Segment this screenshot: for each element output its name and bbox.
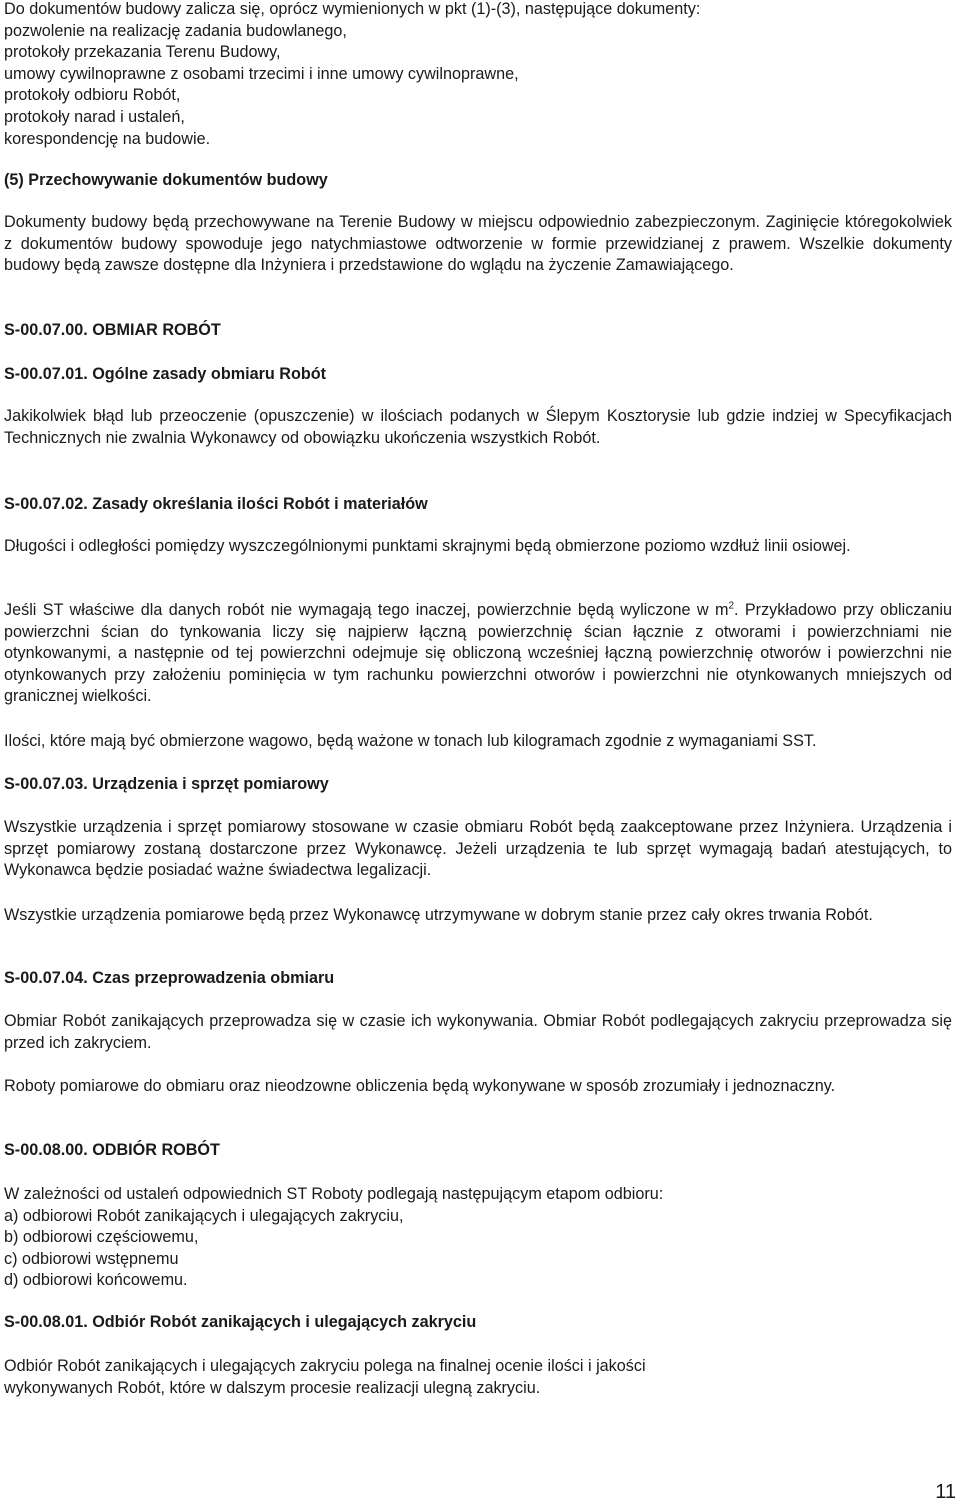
odbior-list xyxy=(4,1184,952,1292)
paragraph: Jakikolwiek błąd lub przeoczenie (opuszczenie) w ilościach podanych w Ślepym Kosztorysie lub gdzie indziej w Specyfikacjach Technicznych nie zwalnia Wykonawcy od obowiązku ukończenia wszystkich Robót. xyxy=(4,407,952,447)
page-number: 11 xyxy=(935,1481,956,1503)
intro-line: umowy cywilnoprawne z osobami trzecimi i inne umowy cywilnoprawne, xyxy=(4,64,519,83)
intro-block xyxy=(4,0,952,150)
paragraph: Wszystkie urządzenia pomiarowe będą przez Wykonawcę utrzymywane w dobrym stanie przez cały okres trwania Robót. xyxy=(4,906,873,924)
paragraph: Dokumenty budowy będą przechowywane na Terenie Budowy w miejscu odpowiednio zabezpieczonym. Zaginięcie któregokolwiek z dokumentów budowy spowoduje jego natychmiastowe odtworzenie w formie przewidzianej z prawem. Wszelkie dokumenty budowy będą zawsze dostępne dla Inżyniera i przedstawione do wglądu na życzenie Zamawiającego. xyxy=(4,213,952,275)
section-heading: S-00.08.00. ODBIÓR ROBÓT xyxy=(4,1141,220,1159)
list-intro: W zależności od ustaleń odpowiednich ST Roboty podlegają następującym etapom odbioru: xyxy=(4,1185,664,1203)
list-item: a) odbiorowi Robót zanikających i ulegających zakryciu, xyxy=(4,1206,404,1225)
section-heading: S-00.07.04. Czas przeprowadzenia obmiaru xyxy=(4,969,335,987)
section-heading: S-00.08.01. Odbiór Robót zanikających i ulegających zakryciu xyxy=(4,1313,477,1331)
text-run: . Przykładowo przy obliczaniu powierzchni ścian do tynkowania liczy się najpierw łączną powierzchnię ścian łącznie z otworami i powierzchniami nie otynkowanymi, a następnie od tej powierzchni odejmuje się obliczoną wcześniej łączną powierzchnię otworów i powierzchni nie otynkowanych przy założeniu pominięcia w tym rachunku powierzchni otworów i powierzchni nie otynkowanych mniejszych od granicznej wielkości. xyxy=(4,601,953,706)
intro-line: korespondencję na budowie. xyxy=(4,129,211,148)
section-heading: S-00.07.00. OBMIAR ROBÓT xyxy=(4,321,221,339)
section-heading: S-00.07.01. Ogólne zasady obmiaru Robót xyxy=(4,365,327,383)
paragraph: Ilości, które mają być obmierzone wagowo, będą ważone w tonach lub kilogramach zgodnie z wymaganiami SST. xyxy=(4,732,817,750)
intro-line: protokoły narad i ustaleń, xyxy=(4,107,185,126)
intro-line: protokoły odbioru Robót, xyxy=(4,86,181,105)
paragraph xyxy=(4,1356,952,1399)
paragraph: Roboty pomiarowe do obmiaru oraz nieodzowne obliczenia będą wykonywane w sposób zrozumiały i jednoznaczny. xyxy=(4,1077,836,1095)
text-run: Jeśli ST właściwe dla danych robót nie wymagają tego inaczej, powierzchnie będą wyliczone w m xyxy=(4,601,729,619)
superscript: 2 xyxy=(728,600,734,612)
paragraph-line: Odbiór Robót zanikających i ulegających zakryciu polega na finalnej ocenie ilości i jakości xyxy=(4,1357,646,1375)
section-heading: (5) Przechowywanie dokumentów budowy xyxy=(4,171,328,189)
intro-line: protokoły przekazania Terenu Budowy, xyxy=(4,43,281,62)
paragraph xyxy=(4,600,952,708)
section-heading: S-00.07.03. Urządzenia i sprzęt pomiarowy xyxy=(4,775,329,793)
paragraph: Długości i odległości pomiędzy wyszczególnionymi punktami skrajnymi będą obmierzone poziomo wzdłuż linii osiowej. xyxy=(4,537,851,555)
list-item: d) odbiorowi końcowemu. xyxy=(4,1271,188,1290)
paragraph: Obmiar Robót zanikających przeprowadza się w czasie ich wykonywania. Obmiar Robót podlegających zakryciu przeprowadza się przed ich zakryciem. xyxy=(4,1012,952,1052)
list-item: c) odbiorowi wstępnemu xyxy=(4,1249,179,1268)
intro-line: Do dokumentów budowy zalicza się, oprócz wymienionych w pkt (1)-(3), następujące dokumenty: xyxy=(4,0,701,18)
section-heading: S-00.07.02. Zasady określania ilości Robót i materiałów xyxy=(4,495,428,513)
paragraph: Wszystkie urządzenia i sprzęt pomiarowy stosowane w czasie obmiaru Robót będą zaakceptowane przez Inżyniera. Urządzenia i sprzęt pomiarowy zostaną dostarczone przez Wykonawcę. Jeżeli urządzenia te lub sprzęt wymagają badań atestujących, to Wykonawca będzie posiadać ważne świadectwa legalizacji. xyxy=(4,818,952,880)
intro-line: pozwolenie na realizację zadania budowlanego, xyxy=(4,21,347,40)
paragraph-line: wykonywanych Robót, które w dalszym procesie realizacji ulegną zakryciu. xyxy=(4,1378,541,1397)
list-item: b) odbiorowi częściowemu, xyxy=(4,1228,199,1247)
